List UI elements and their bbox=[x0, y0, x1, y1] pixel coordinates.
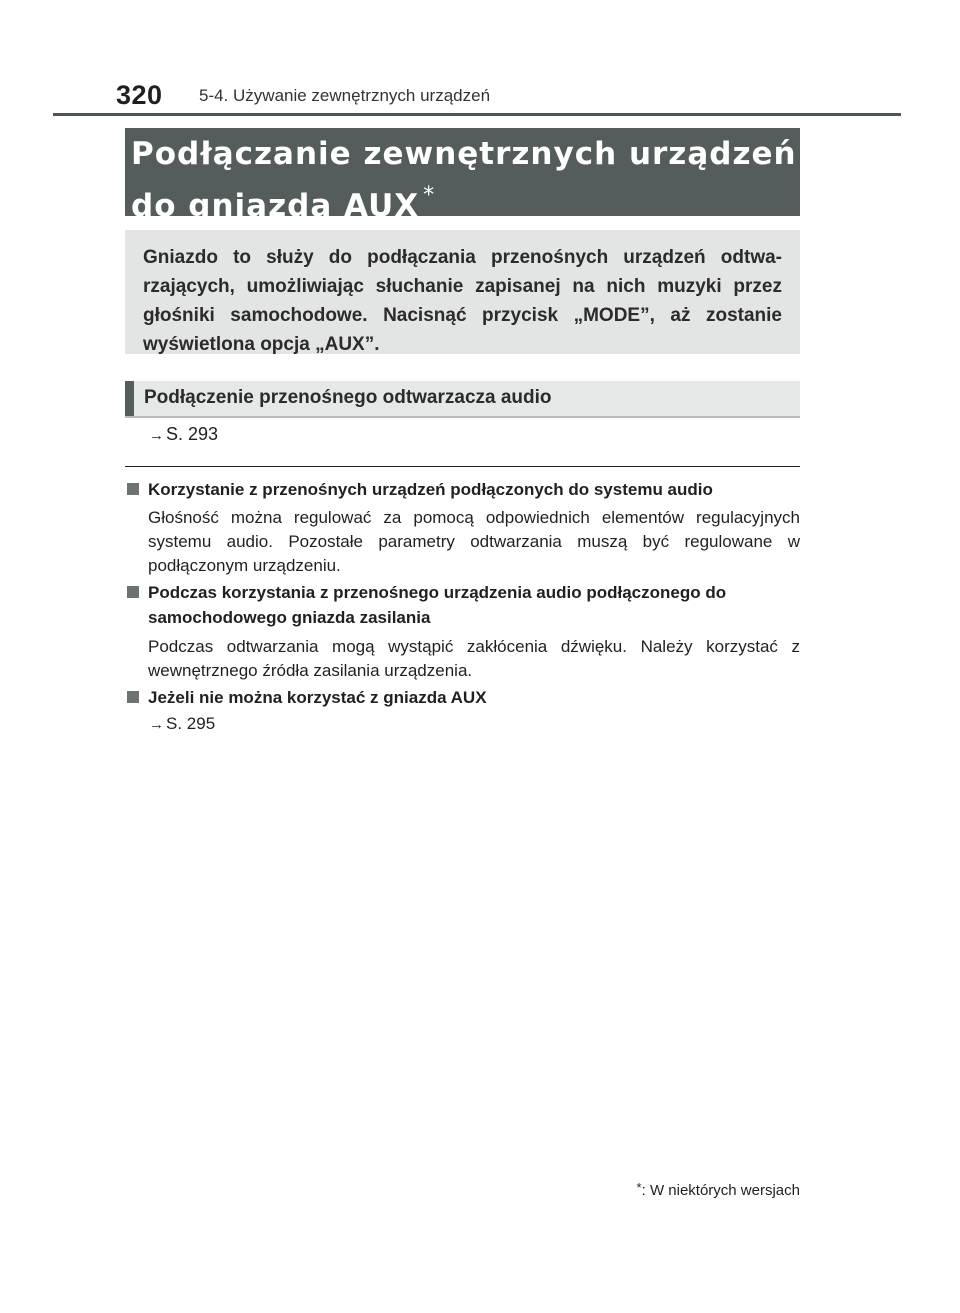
section-heading-bar bbox=[125, 381, 800, 418]
square-bullet-icon bbox=[127, 691, 139, 703]
section-heading: Podłączenie przenośnego odtwarzacza audio bbox=[144, 387, 552, 408]
page-title-line2-text: do gniazda AUX bbox=[131, 188, 420, 224]
note-heading-text: Jeżeli nie można korzystać z gniazda AUX bbox=[148, 688, 487, 707]
page-reference bbox=[149, 714, 215, 734]
note-heading bbox=[127, 477, 800, 502]
page-title-line1: Podłączanie zewnętrznych urządzeń bbox=[131, 136, 797, 172]
page-reference-text: S. 293 bbox=[166, 424, 219, 444]
note-heading-text: Korzystanie z przenośnych urządzeń podłączonych do systemu audio bbox=[148, 480, 713, 499]
page-reference-text: S. 295 bbox=[166, 714, 216, 733]
header-rule bbox=[53, 113, 901, 116]
asterisk-icon: * bbox=[423, 183, 436, 208]
note-heading-text: Podczas korzystania z przenośnego urządzenia audio podłączonego do samochodowego gniazda zasilania bbox=[148, 583, 727, 627]
note-body: Podczas odtwarzania mogą wystąpić zakłócenia dźwięku. Należy korzystać z wewnętrznego źródła zasilania urządzenia. bbox=[148, 637, 800, 680]
arrow-right-icon: → bbox=[149, 427, 164, 444]
note-heading bbox=[127, 580, 800, 630]
square-bullet-icon bbox=[127, 483, 139, 495]
divider bbox=[125, 466, 800, 467]
footnote bbox=[637, 1180, 800, 1199]
intro-box: Gniazdo to służy do podłączania przenośnych urządzeń odtwa-rzających, umożliwiając słuchanie zapisanej na nich muzyki przez głośniki samochodowe. Nacisnąć przycisk „MODE”, aż zostanie wyświetlona opcja „AUX”. bbox=[125, 230, 800, 354]
section-accent bbox=[125, 381, 134, 416]
asterisk-icon: * bbox=[636, 1180, 642, 1195]
page-title bbox=[125, 128, 800, 224]
page-title-line2 bbox=[131, 175, 800, 227]
footnote-text: : W niektórych wersjach bbox=[641, 1182, 800, 1199]
square-bullet-icon bbox=[127, 586, 139, 598]
arrow-right-icon: → bbox=[149, 716, 164, 733]
chapter-title: 5-4. Używanie zewnętrznych urządzeń bbox=[199, 86, 491, 105]
note-body: Głośność można regulować za pomocą odpowiednich elementów regulacyjnych systemu audio. Pozostałe parametry odtwarzania muszą być regulowane w podłączonym urządzeniu. bbox=[148, 508, 800, 575]
page-number: 320 bbox=[116, 80, 163, 110]
page-reference bbox=[149, 424, 218, 445]
note-heading bbox=[127, 685, 800, 710]
